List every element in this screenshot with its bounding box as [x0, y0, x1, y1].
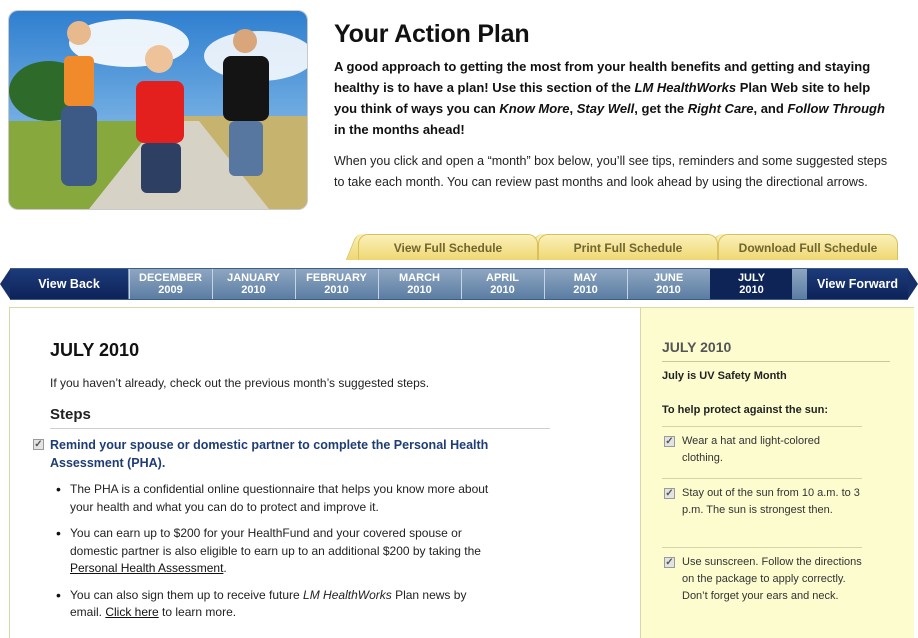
- view-forward-button[interactable]: View Forward: [807, 269, 908, 299]
- intro-lead: A good approach to getting the most from your health benefits and getting and staying healthy is to have a plan! Use this section of the LM HealthWorks Plan Web site to help you think of ways you can Know More, Stay Well, get the Right Care, and Follow Through in the months ahead!: [334, 59, 885, 137]
- intro-description: When you click and open a “month” box below, you’ll see tips, reminders and some suggested steps to take each month. You can review past months and look ahead by using the directional arrows.: [334, 154, 888, 189]
- schedule-tabs: [352, 234, 912, 260]
- previous-month-note: If you haven’t already, check out the previous month’s suggested steps.: [50, 376, 430, 390]
- month-timeline: [10, 268, 908, 300]
- month-heading: JULY 2010: [50, 340, 140, 360]
- bullet-item: • The PHA is a confidential online questionnaire that helps you know more about your health and what you can do to protect and improve it.: [70, 481, 500, 516]
- intro-section: [334, 20, 894, 193]
- tips-sidebar: [640, 308, 914, 638]
- sidebar-heading: JULY 2010: [662, 339, 890, 362]
- tip-item: ✓ Wear a hat and light-colored clothing.: [662, 426, 862, 475]
- checkbox-icon[interactable]: ✓: [665, 488, 674, 499]
- month-content-panel: [9, 307, 914, 638]
- page-title: Your Action Plan: [334, 20, 530, 48]
- month-february-2010[interactable]: FEBRUARY 2010: [295, 269, 377, 299]
- view-back-button[interactable]: View Back: [10, 269, 128, 299]
- tip-item: ✓ Stay out of the sun from 10 a.m. to 3 p.m. The sun is strongest then.: [662, 478, 862, 527]
- month-may-2010[interactable]: MAY 2010: [544, 269, 626, 299]
- bullet-item: • You can also sign them up to receive future LM HealthWorks Plan news by email. Click here to learn more.: [70, 587, 500, 622]
- click-here-link[interactable]: Click here: [105, 605, 159, 619]
- step-bullets: [50, 481, 550, 622]
- bullet-item: • You can earn up to $200 for your HealthFund and your covered spouse or domestic partner is also eligible to earn up to an additional $200 by taking the Personal Health Assessment.: [70, 525, 500, 578]
- checkbox-icon[interactable]: ✓: [665, 436, 674, 447]
- checkbox-icon[interactable]: ✓: [665, 557, 674, 568]
- personal-health-assessment-link[interactable]: Personal Health Assessment: [70, 561, 224, 575]
- hero-photo: [9, 11, 307, 209]
- step-item: [34, 436, 550, 472]
- month-march-2010[interactable]: MARCH 2010: [378, 269, 460, 299]
- download-full-schedule-tab[interactable]: Download Full Schedule: [718, 234, 898, 260]
- month-december-2009[interactable]: DECEMBER 2009: [129, 269, 211, 299]
- month-january-2010[interactable]: JANUARY 2010: [212, 269, 294, 299]
- print-full-schedule-tab[interactable]: Print Full Schedule: [538, 234, 718, 260]
- tip-item: ✓ Use sunscreen. Follow the directions on the package to apply correctly. Don’t forget your ears and neck.: [662, 547, 862, 613]
- sidebar-intro: To help protect against the sun:: [662, 404, 829, 416]
- month-july-2010[interactable]: JULY 2010: [710, 269, 792, 299]
- steps-heading: Steps: [50, 406, 550, 429]
- step-title-text: Remind your spouse or domestic partner to complete the Personal Health Assessment (PHA).: [50, 438, 489, 470]
- view-full-schedule-tab[interactable]: View Full Schedule: [358, 234, 538, 260]
- month-june-2010[interactable]: JUNE 2010: [627, 269, 709, 299]
- month-april-2010[interactable]: APRIL 2010: [461, 269, 543, 299]
- month-main-content: [34, 340, 550, 631]
- checkbox-icon[interactable]: ✓: [34, 439, 43, 450]
- sidebar-subheading: July is UV Safety Month: [662, 370, 787, 382]
